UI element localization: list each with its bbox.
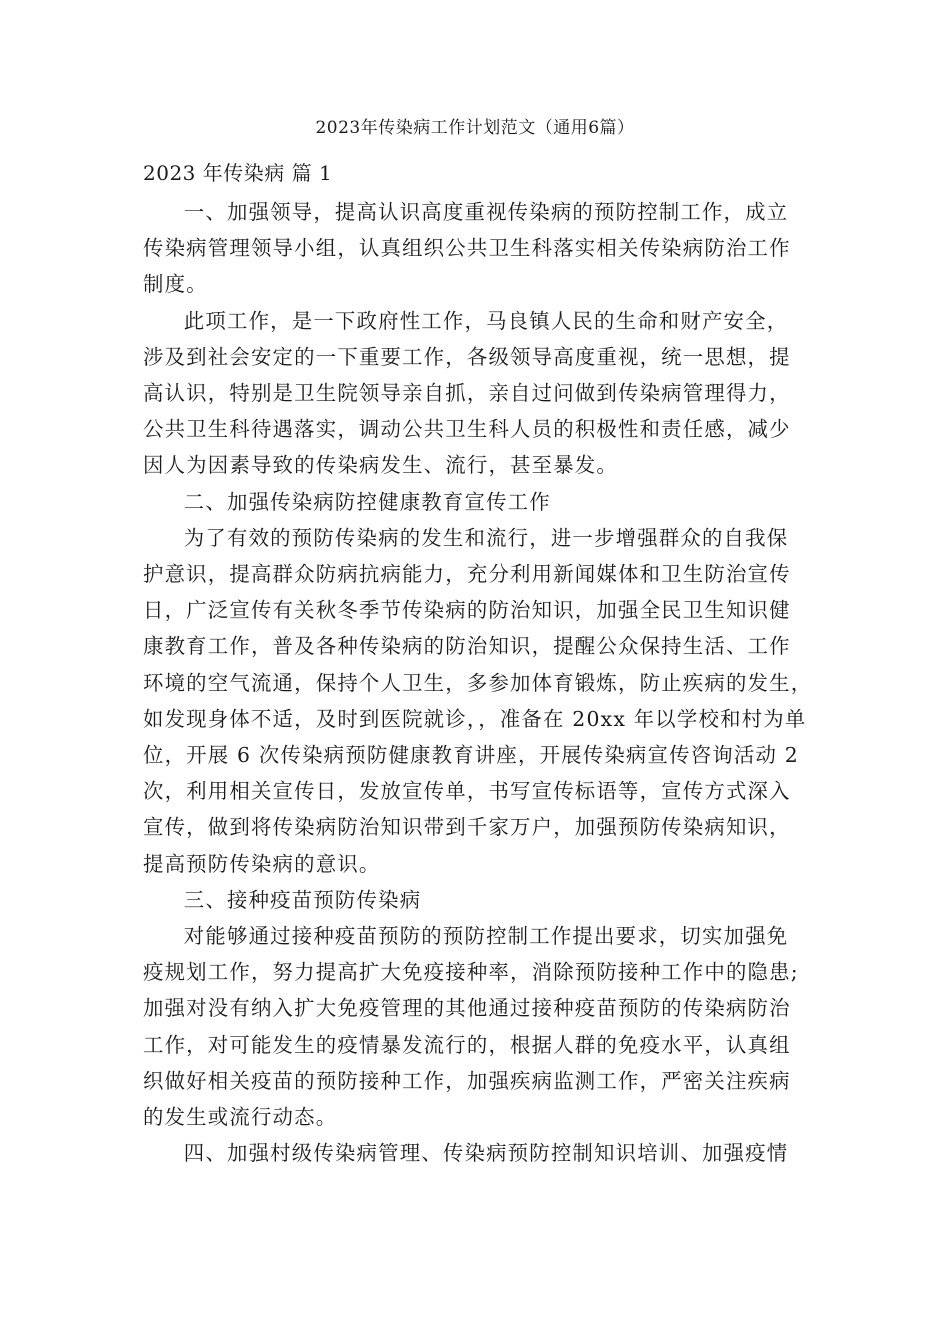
paragraph bbox=[143, 484, 807, 520]
paragraph-line: 为了有效的预防传染病的发生和流行，进一步增强群众的自我保 bbox=[183, 525, 789, 550]
paragraph-line: 对能够通过接种疫苗预防的预防控制工作提出要求，切实加强免 bbox=[183, 924, 789, 949]
paragraph-line: 此项工作，是一下政府性工作，马良镇人民的生命和财产安全， bbox=[183, 308, 789, 333]
paragraph-line: 的发生或流行动态。 bbox=[143, 1105, 338, 1130]
paragraph-line: 加强对没有纳入扩大免疫管理的其他通过接种疫苗预防的传染病防治 bbox=[143, 996, 791, 1021]
document-body bbox=[143, 194, 813, 1171]
paragraph-line: 四、加强村级传染病管理、传染病预防控制知识培训、加强疫情 bbox=[183, 1141, 789, 1166]
section-title: 2023 年传染病 篇 1 bbox=[143, 161, 333, 185]
document-title: 2023年传染病工作计划范文（通用6篇） bbox=[315, 118, 635, 138]
paragraph-line: 宣传，做到将传染病防治知识带到千家万户，加强预防传染病知识， bbox=[143, 815, 791, 840]
paragraph bbox=[143, 1135, 807, 1171]
paragraph-line: 日，广泛宣传有关秋冬季节传染病的防治知识，加强全民卫生知识健 bbox=[143, 598, 791, 623]
paragraph-line: 护意识，提高群众防病抗病能力，充分利用新闻媒体和卫生防治宣传 bbox=[143, 562, 791, 587]
paragraph-line: 一、加强领导，提高认识高度重视传染病的预防控制工作，成立 bbox=[183, 200, 789, 224]
paragraph-line: 疫规划工作，努力提高扩大免疫接种率，消除预防接种工作中的隐患; bbox=[143, 960, 799, 985]
paragraph-line: 制度。 bbox=[143, 272, 208, 297]
paragraph-line: 公共卫生科待遇落实，调动公共卫生科人员的积极性和责任感，减少 bbox=[143, 417, 791, 442]
paragraph bbox=[143, 882, 807, 918]
paragraph bbox=[143, 303, 807, 484]
paragraph-line: 工作，对可能发生的疫情暴发流行的，根据人群的免疫水平，认真组 bbox=[143, 1032, 791, 1057]
paragraph-line: 织做好相关疫苗的预防接种工作，加强疾病监测工作，严密关注疾病 bbox=[143, 1068, 791, 1093]
paragraph-line: 涉及到社会安定的一下重要工作，各级领导高度重视，统一思想，提 bbox=[143, 344, 791, 369]
paragraph-line: 环境的空气流通，保持个人卫生，多参加体育锻炼，防止疾病的发生， bbox=[143, 670, 813, 695]
paragraph-line: 三、接种疫苗预防传染病 bbox=[183, 887, 422, 912]
paragraph-line: 二、加强传染病防控健康教育宣传工作 bbox=[183, 489, 551, 514]
paragraph-line: 高认识，特别是卫生院领导亲自抓，亲自过问做到传染病管理得力， bbox=[143, 381, 791, 406]
paragraph-line: 传染病管理领导小组，认真组织公共卫生科落实相关传染病防治工作 bbox=[143, 236, 791, 261]
paragraph-line: 如发现身体不适，及时到医院就诊，，准备在 20xx 年以学校和村为单 bbox=[143, 706, 807, 731]
paragraph-line: 次，利用相关宣传日，发放宣传单，书写宣传标语等，宣传方式深入 bbox=[143, 779, 791, 804]
paragraph-line: 位，开展 6 次传染病预防健康教育讲座，开展传染病宣传咨询活动 2 bbox=[143, 743, 799, 768]
paragraph-line: 提高预防传染病的意识。 bbox=[143, 851, 381, 876]
paragraph-line: 康教育工作，普及各种传染病的防治知识，提醒公众保持生活、工作 bbox=[143, 634, 791, 659]
paragraph-line: 因人为因素导致的传染病发生、流行，甚至暴发。 bbox=[143, 453, 618, 478]
paragraph bbox=[143, 520, 813, 882]
paragraph bbox=[143, 194, 807, 303]
paragraph bbox=[143, 918, 807, 1135]
